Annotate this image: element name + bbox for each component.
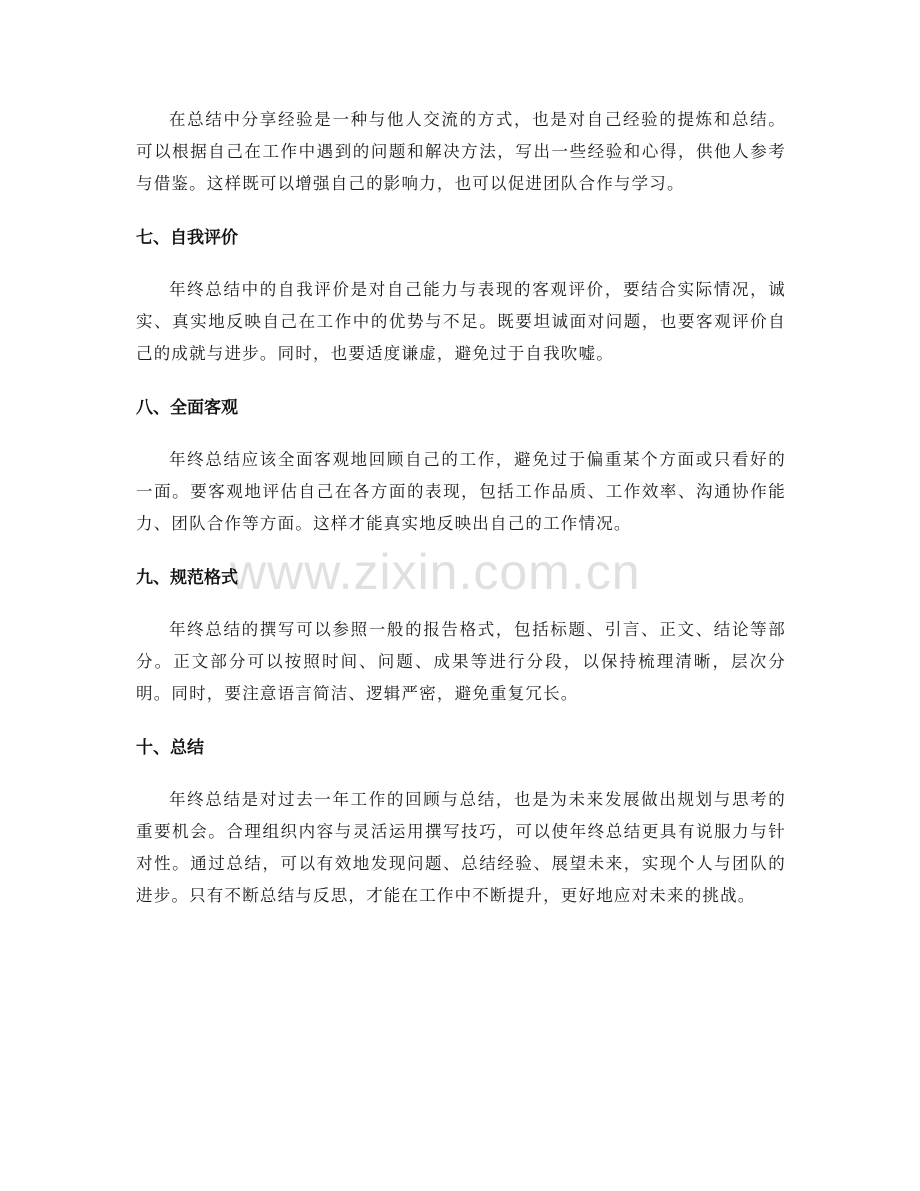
section-heading-9: 九、规范格式 — [136, 568, 238, 588]
section-body-10: 年终总结是对过去一年工作的回顾与总结，也是为未来发展做出规划与思考的重要机会。合理组织内容与灵活运用撰写技巧，可以使年终总结更具有说服力与针对性。通过总结，可以有效地发现问题、总结经验、展望未来，实现个人与团队的进步。只有不断总结与反思，才能在工作中不断提升，更好地应对未来的挑战。 — [136, 790, 786, 905]
document-content — [136, 104, 786, 912]
section-body-7: 年终总结中的自我评价是对自己能力与表现的客观评价，要结合实际情况，诚实、真实地反映自己在工作中的优势与不足。既要坦诚面对问题，也要客观评价自己的成就与进步。同时，也要适度谦虚，避免过于自我吹嘘。 — [136, 280, 786, 363]
section-body-9: 年终总结的撰写可以参照一般的报告格式，包括标题、引言、正文、结论等部分。正文部分可以按照时间、问题、成果等进行分段，以保持梳理清晰，层次分明。同时，要注意语言简洁、逻辑严密，避免重复冗长。 — [136, 620, 786, 703]
intro-paragraph: 在总结中分享经验是一种与他人交流的方式，也是对自己经验的提炼和总结。可以根据自己在工作中遇到的问题和解决方法，写出一些经验和心得，供他人参考与借鉴。这样既可以增强自己的影响力，也可以促进团队合作与学习。 — [136, 110, 786, 193]
section-heading-8: 八、全面客观 — [136, 398, 238, 418]
section-heading-7: 七、自我评价 — [136, 228, 238, 248]
watermark-text: www.zixin.com.cn — [230, 544, 641, 600]
section-heading-10: 十、总结 — [136, 738, 204, 758]
section-body-8: 年终总结应该全面客观地回顾自己的工作，避免过于偏重某个方面或只看好的一面。要客观地评估自己在各方面的表现，包括工作品质、工作效率、沟通协作能力、团队合作等方面。这样才能真实地反映出自己的工作情况。 — [136, 450, 786, 533]
